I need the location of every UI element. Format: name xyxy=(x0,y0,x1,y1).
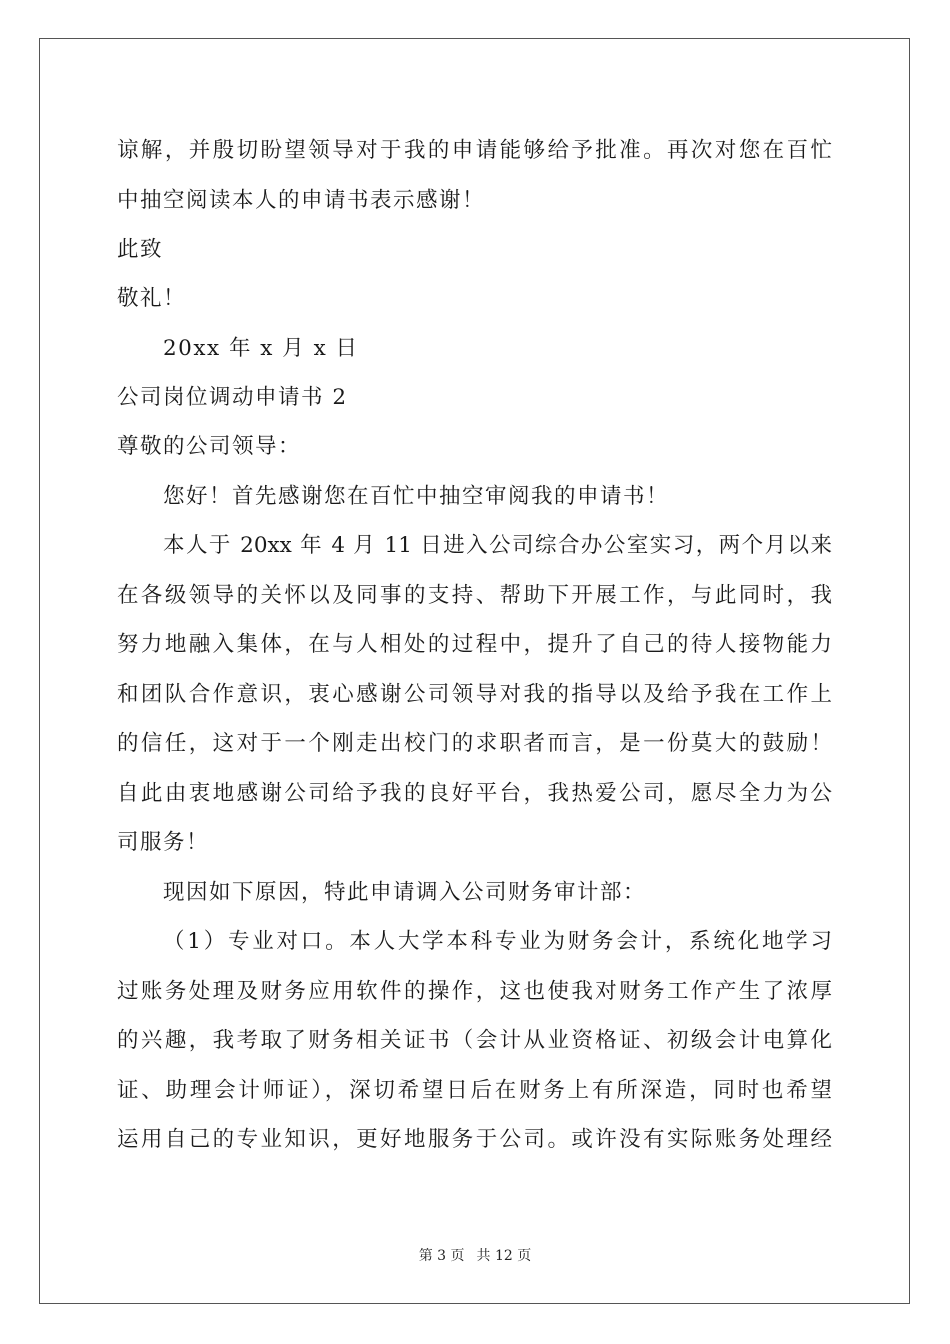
text-line: 您好！首先感谢您在百忙中抽空审阅我的申请书！ xyxy=(163,484,670,509)
text-line: 自此由衷地感谢公司给予我的良好平台，我热爱公司，愿尽全力为公 xyxy=(117,781,832,806)
page-border xyxy=(39,38,910,1304)
text-line: 在各级领导的关怀以及同事的支持、帮助下开展工作，与此同时，我 xyxy=(117,583,832,608)
text-line: 的信任，这对于一个刚走出校门的求职者而言，是一份莫大的鼓励！ xyxy=(117,731,832,756)
closing-line: 敬礼！ xyxy=(117,286,187,311)
page-number: 第 3 页 xyxy=(418,1248,465,1264)
page-footer xyxy=(0,1247,950,1265)
text-line: 过账务处理及财务应用软件的操作，这也使我对财务工作产生了浓厚 xyxy=(117,979,832,1004)
salutation-line: 此致 xyxy=(117,237,164,262)
text-line: 现因如下原因，特此申请调入公司财务审计部： xyxy=(163,880,647,905)
text-line: （1）专业对口。本人大学本科专业为财务会计，系统化地学习 xyxy=(163,929,832,954)
date-line: 20xx 年 x 月 x 日 xyxy=(163,336,359,361)
text-line: 司服务！ xyxy=(117,830,210,855)
section-title: 公司岗位调动申请书 2 xyxy=(117,385,348,410)
text-line: 的兴趣，我考取了财务相关证书（会计从业资格证、初级会计电算化 xyxy=(117,1028,832,1053)
text-line: 和团队合作意识，衷心感谢公司领导对我的指导以及给予我在工作上 xyxy=(117,682,832,707)
text-line: 努力地融入集体，在与人相处的过程中，提升了自己的待人接物能力 xyxy=(117,632,832,657)
page-total: 共 12 页 xyxy=(476,1248,532,1264)
text-line: 中抽空阅读本人的申请书表示感谢！ xyxy=(117,188,486,213)
text-line: 证、助理会计师证），深切希望日后在财务上有所深造，同时也希望 xyxy=(117,1078,832,1103)
text-line: 运用自己的专业知识，更好地服务于公司。或许没有实际账务处理经 xyxy=(117,1127,832,1152)
text-line: 本人于 20xx 年 4 月 11 日进入公司综合办公室实习，两个月以来 xyxy=(163,533,832,558)
greeting-line: 尊敬的公司领导： xyxy=(117,434,302,459)
text-line: 谅解，并殷切盼望领导对于我的申请能够给予批准。再次对您在百忙 xyxy=(117,138,832,163)
